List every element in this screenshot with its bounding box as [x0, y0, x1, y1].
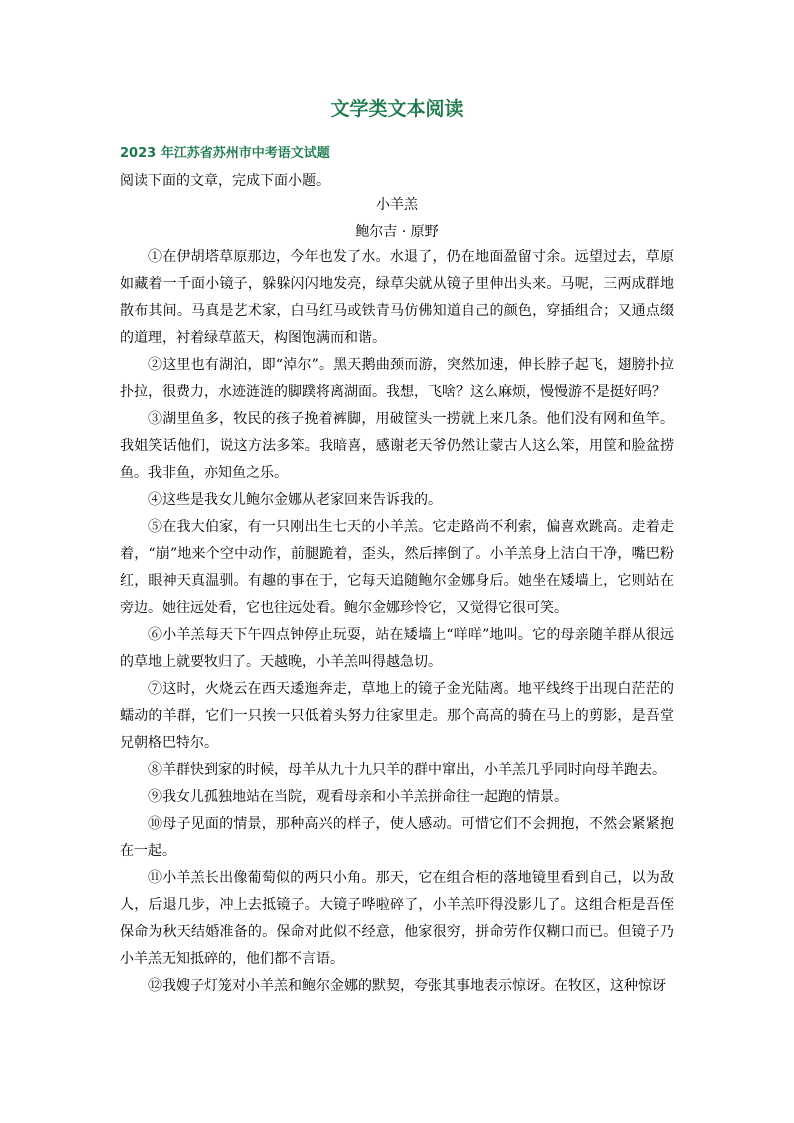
paragraph-1: ①在伊胡塔草原那边，今年也发了水。水退了，仍在地面盈留寸余。远望过去，草原如藏着一千面小镜子，躲躲闪闪地发亮，绿草尖就从镜子里伸出头来。马呢，三两成群地散布其间。马真是艺术家，白马红马或铁青马仿佛知道自己的颜色，穿插组合；又通点缀的道理，衬着绿草蓝天，构图饱满而和谐。 — [120, 249, 674, 346]
paragraph-4: ④这些是我女儿鲍尔金娜从老家回来告诉我的。 — [148, 492, 442, 508]
article-title: 小羊羔 — [376, 197, 418, 213]
paragraph-7: ⑦这时，火烧云在西天逶迤奔走，草地上的镜子金光陆离。地平线终于出现白茫茫的蠕动的羊群，它们一只挨一只低着头努力往家里走。那个高高的骑在马上的剪影，是吾堂兄朝格巴特尔。 — [120, 681, 674, 751]
paragraph-8: ⑧羊群快到家的时候，母羊从九十九只羊的群中窜出，小羊羔几乎同时向母羊跑去。 — [148, 762, 666, 778]
paragraph-12: ⑫我嫂子灯笼对小羊羔和鲍尔金娜的默契，夸张其事地表示惊讶。在牧区，这种惊讶 — [148, 978, 666, 994]
paragraph-5: ⑤在我大伯家，有一只刚出生七天的小羊羔。它走路尚不利索，偏喜欢跳高。走着走着，“崩”地来个空中动作，前腿跪着，歪头，然后摔倒了。小羊羔身上洁白干净，嘴巴粉红，眼神天真温驯。有趣的事在于，它每天追随鲍尔金娜身后。她坐在矮墙上，它则站在旁边。她往远处看，它也往远处看。鲍尔金娜珍怜它，又觉得它很可笑。 — [120, 519, 674, 616]
paragraph-3: ③湖里鱼多，牧民的孩子挽着裤脚，用破筐头一捞就上来几条。他们没有网和鱼竿。我姐笑话他们，说这方法多笨。我暗喜，感谢老天爷仍然让蒙古人这么笨，用筐和脸盆捞鱼。我非鱼，亦知鱼之乐。 — [120, 411, 674, 481]
paragraph-6: ⑥小羊羔每天下午四点钟停止玩耍，站在矮墙上“咩咩”地叫。它的母亲随羊群从很远的草地上就要牧归了。天越晚，小羊羔叫得越急切。 — [120, 627, 674, 670]
reading-instruction: 阅读下面的文章，完成下面小题。 — [120, 173, 330, 189]
article-author: 鲍尔吉 · 原野 — [355, 224, 439, 240]
paragraph-9: ⑨我女儿孤独地站在当院，观看母亲和小羊羔拼命往一起跑的情景。 — [148, 789, 568, 805]
article-body — [120, 244, 674, 1000]
paragraph-2: ②这里也有湖泊，即“淖尔”。黑天鹅曲颈而游，突然加速，伸长脖子起飞，翅膀扑拉扑拉，很费力，水迹涟涟的脚蹼将离湖面。我想，飞啥？这么麻烦，慢慢游不是挺好吗？ — [120, 357, 674, 400]
paragraph-10: ⑩母子见面的情景，那种高兴的样子，使人感动。可惜它们不会拥抱，不然会紧紧抱在一起。 — [120, 816, 674, 859]
paragraph-11: ⑪小羊羔长出像葡萄似的两只小角。那天，它在组合柜的落地镜里看到自己，以为敌人，后退几步，冲上去抵镜子。大镜子哗啦碎了，小羊羔吓得没影儿了。这组合柜是吾侄保命为秋天结婚准备的。保命对此似不经意，他家很穷，拼命劳作仅糊口而已。但镜子乃小羊羔无知抵碎的，他们都不言语。 — [120, 870, 674, 967]
page-title: 文学类文本阅读 — [330, 98, 464, 120]
exam-source-heading: 2023 年江苏省苏州市中考语文试题 — [120, 146, 330, 161]
